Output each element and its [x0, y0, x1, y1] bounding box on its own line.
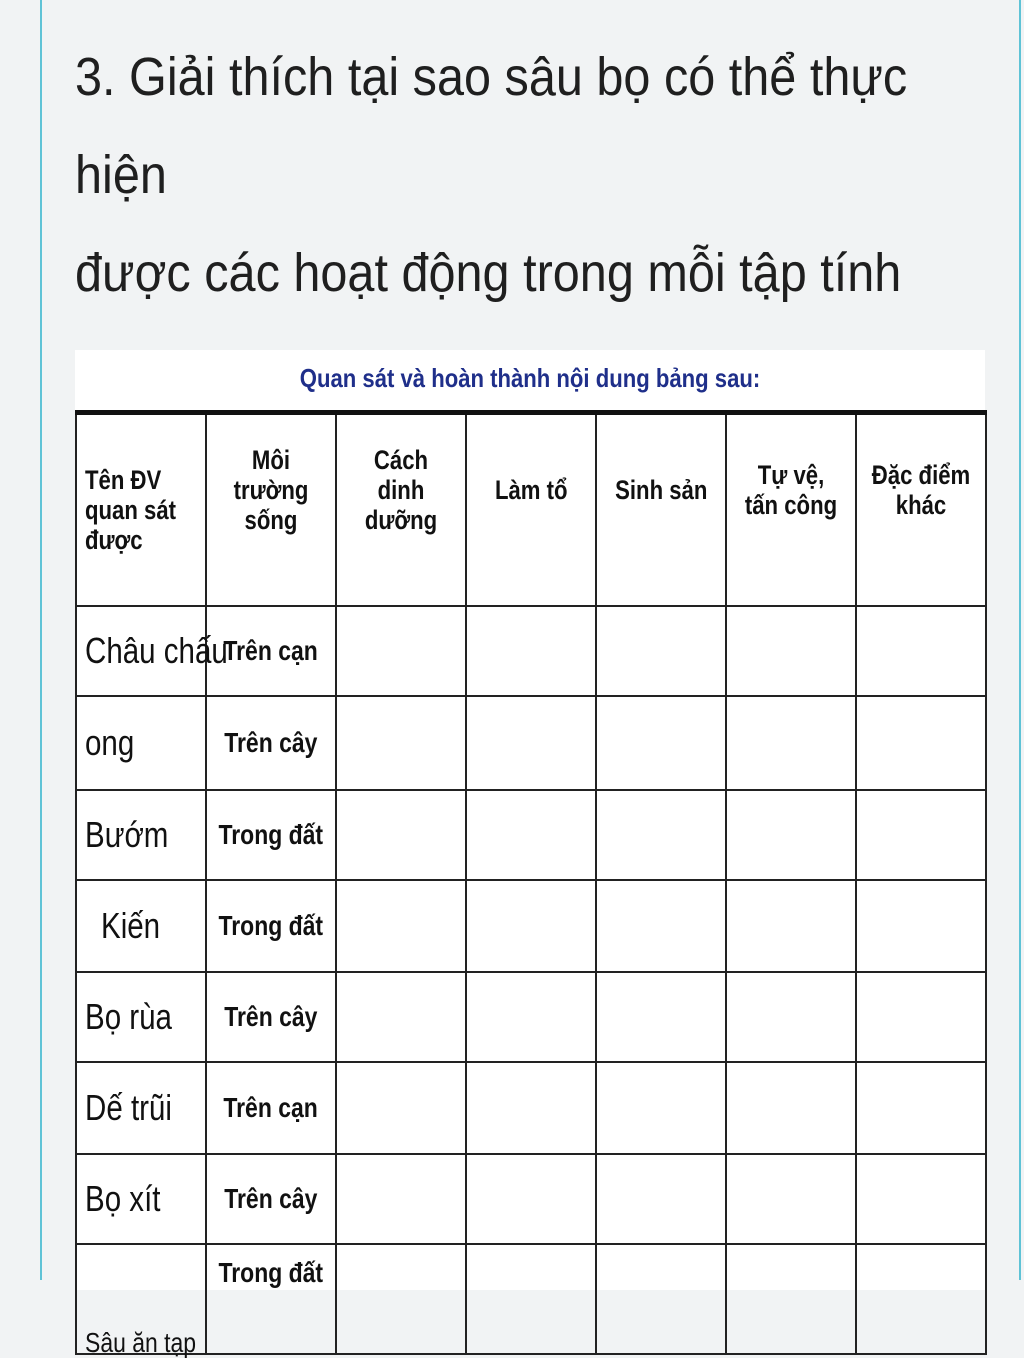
empty-cell — [856, 972, 986, 1062]
empty-cell — [596, 606, 726, 696]
habitat-cell: Trên cây — [206, 696, 336, 790]
animal-name-cell: ong — [76, 696, 206, 790]
table-row — [76, 790, 986, 880]
right-border-rule — [1019, 0, 1021, 1280]
header-other-traits: Đặc điểm khác — [856, 413, 986, 607]
animal-name-cell: Dế trũi — [76, 1062, 206, 1154]
empty-cell — [466, 696, 596, 790]
empty-cell — [466, 1244, 596, 1354]
table-row — [76, 1062, 986, 1154]
empty-cell — [336, 880, 466, 972]
empty-cell — [726, 1062, 856, 1154]
empty-cell — [726, 790, 856, 880]
habitat-cell: Trên cạn — [206, 606, 336, 696]
empty-cell — [596, 696, 726, 790]
habitat-cell: Trên cây — [206, 1154, 336, 1244]
header-animal-name: Tên ĐV quan sát được — [76, 413, 206, 607]
habitat-cell: Trong đất — [206, 790, 336, 880]
empty-cell — [336, 1154, 466, 1244]
header-nutrition: Cách dinh dưỡng — [336, 413, 466, 607]
empty-cell — [856, 880, 986, 972]
left-border-rule — [40, 0, 42, 1280]
question-line-2: được các hoạt động trong mỗi tập tính — [75, 243, 902, 303]
empty-cell — [596, 880, 726, 972]
empty-cell — [596, 1154, 726, 1244]
empty-cell — [466, 606, 596, 696]
empty-cell — [336, 790, 466, 880]
observation-table — [75, 410, 987, 1358]
empty-cell — [856, 606, 986, 696]
table-row — [76, 1244, 986, 1354]
header-nesting: Làm tổ — [466, 413, 596, 607]
empty-cell — [726, 1244, 856, 1354]
question-line-1: 3. Giải thích tại sao sâu bọ có thể thực hiện — [75, 47, 908, 205]
habitat-cell: Trên cây — [206, 972, 336, 1062]
empty-cell — [466, 972, 596, 1062]
empty-cell — [336, 696, 466, 790]
empty-cell — [726, 1154, 856, 1244]
animal-name-cell: Châu chấu — [76, 606, 206, 696]
empty-cell — [726, 606, 856, 696]
empty-cell — [856, 1244, 986, 1354]
worksheet-image — [75, 350, 985, 1358]
empty-cell — [596, 1244, 726, 1354]
empty-cell — [856, 790, 986, 880]
empty-cell — [596, 972, 726, 1062]
table-row — [76, 880, 986, 972]
empty-cell — [336, 606, 466, 696]
empty-cell — [336, 972, 466, 1062]
table-header-row — [76, 413, 986, 607]
empty-cell — [856, 1062, 986, 1154]
empty-cell — [596, 1062, 726, 1154]
empty-cell — [596, 790, 726, 880]
animal-name-cell: Kiến — [76, 880, 206, 972]
empty-cell — [726, 880, 856, 972]
table-row — [76, 696, 986, 790]
empty-cell — [726, 972, 856, 1062]
worksheet-caption: Quan sát và hoàn thành nội dung bảng sau: — [299, 363, 761, 393]
header-defense: Tự vệ, tấn công — [726, 413, 856, 607]
empty-cell — [466, 880, 596, 972]
empty-cell — [336, 1244, 466, 1354]
animal-name-cell: Bọ xít — [76, 1154, 206, 1244]
empty-cell — [466, 1154, 596, 1244]
animal-name-cell: Bướm — [76, 790, 206, 880]
habitat-cell: Trong đất — [206, 880, 336, 972]
table-row — [76, 972, 986, 1062]
empty-cell — [466, 790, 596, 880]
table-row — [76, 1154, 986, 1244]
empty-cell — [726, 696, 856, 790]
header-habitat: Môi trường sống — [206, 413, 336, 607]
empty-cell — [466, 1062, 596, 1154]
habitat-cell: Trên cạn — [206, 1062, 336, 1154]
habitat-cell: Trong đất — [206, 1244, 336, 1354]
header-reproduction: Sinh sản — [596, 413, 726, 607]
empty-cell — [856, 1154, 986, 1244]
empty-cell — [336, 1062, 466, 1154]
animal-name-cell: Bọ rùa — [76, 972, 206, 1062]
animal-name-cell: Sâu ăn tạp — [76, 1244, 206, 1354]
empty-cell — [856, 696, 986, 790]
table-row — [76, 606, 986, 696]
